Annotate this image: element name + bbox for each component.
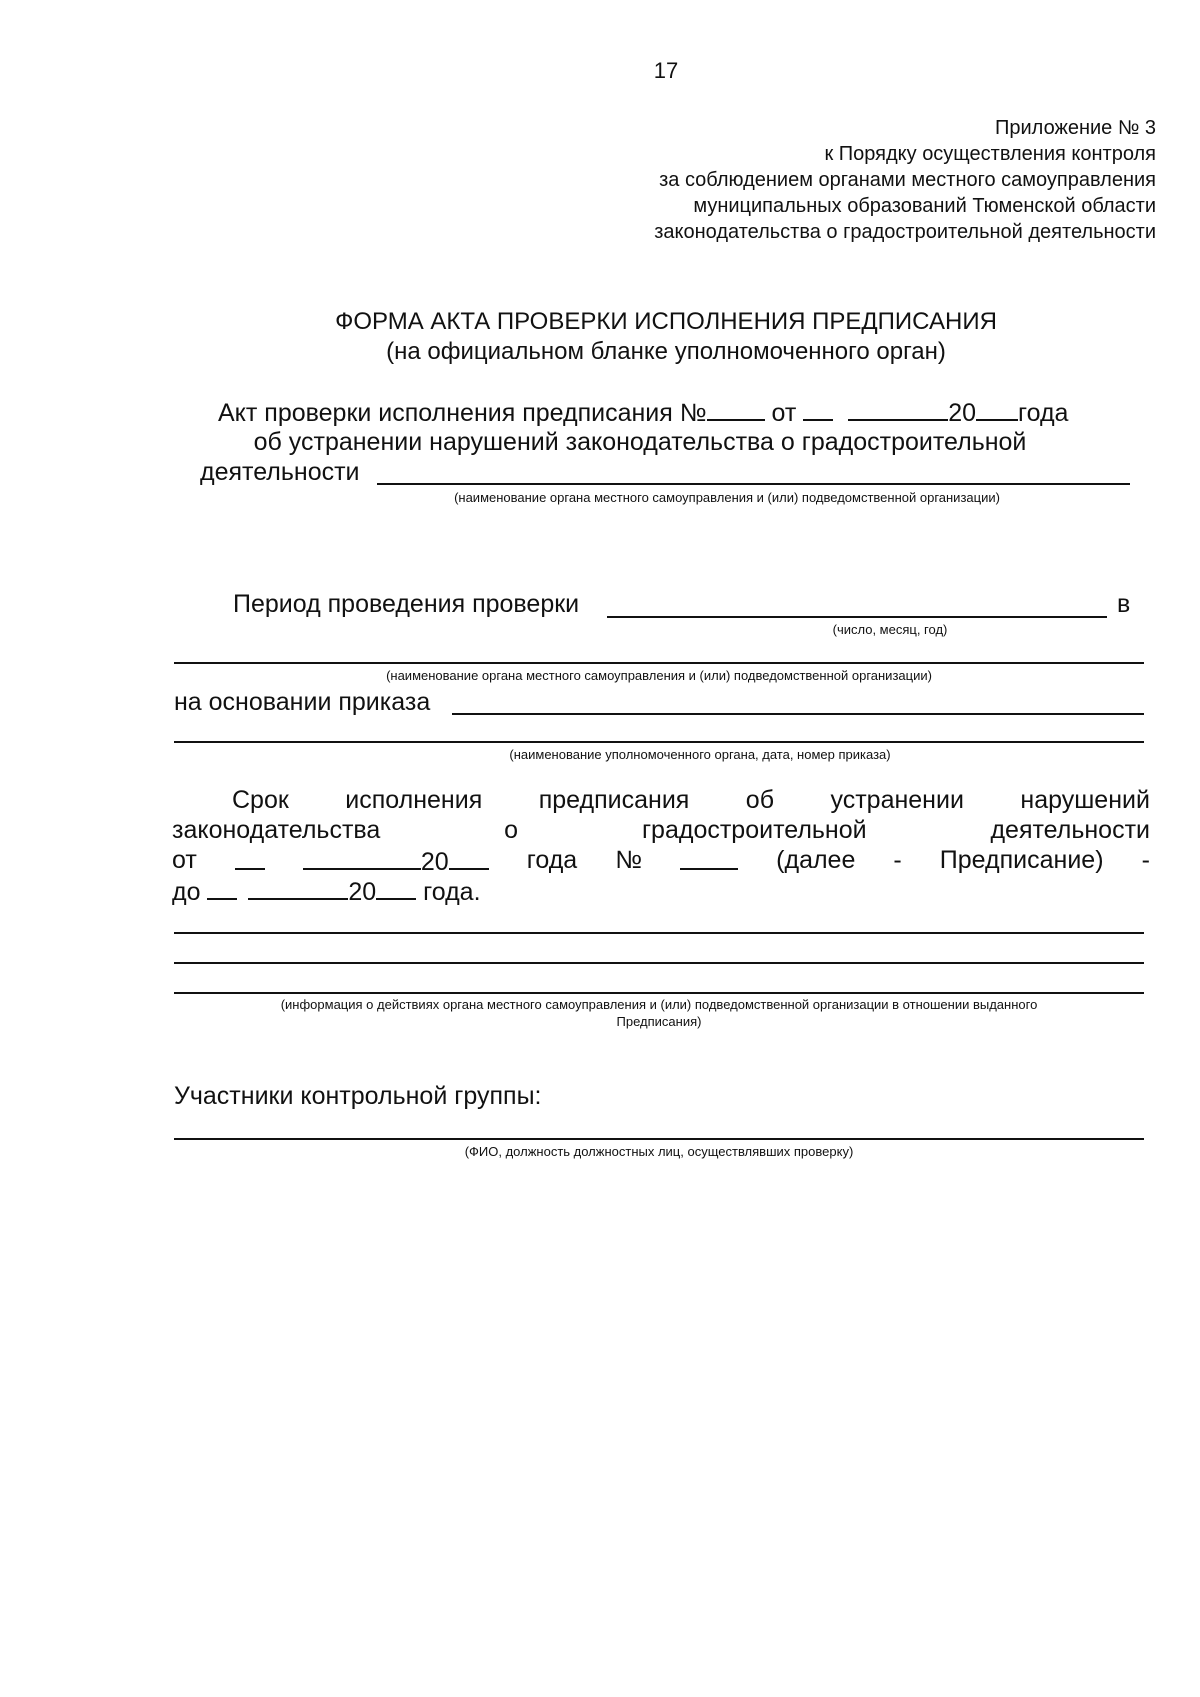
appendix-line: законодательства о градостроительной деятельности: [654, 221, 1156, 243]
act-day-blank[interactable]: [803, 397, 833, 421]
word: 20: [420, 848, 449, 876]
word: предписания: [538, 786, 690, 814]
actions-caption-line2: Предписания): [616, 1014, 702, 1029]
actions-line-1[interactable]: [174, 932, 1144, 934]
order-caption: (наименование уполномоченного органа, дата, номер приказа): [509, 747, 891, 762]
deadline-to-year-blank[interactable]: [376, 876, 416, 900]
act-year-suffix: года: [1018, 399, 1069, 427]
deadline-day-blank[interactable]: [235, 846, 265, 870]
word: об: [745, 786, 775, 814]
word: от: [172, 846, 197, 874]
appendix-line: к Порядку осуществления контроля: [824, 143, 1156, 165]
word: 20: [348, 878, 377, 906]
participants-line[interactable]: [174, 1138, 1144, 1140]
deadline-row-2: [172, 816, 1150, 845]
period-date-line[interactable]: [607, 616, 1107, 618]
word: года.: [423, 878, 481, 906]
act-year-blank[interactable]: [976, 397, 1018, 421]
word: градостроительной: [641, 816, 867, 844]
word: деятельности: [990, 816, 1150, 844]
deadline-row-3: [172, 846, 1150, 877]
appendix-line: за соблюдением органами местного самоуправления: [659, 169, 1156, 191]
participants-label: Участники контрольной группы:: [174, 1082, 542, 1110]
period-org-line[interactable]: [174, 662, 1144, 664]
deadline-to-month-blank[interactable]: [248, 876, 348, 900]
word: до: [172, 878, 201, 906]
act-year-prefix: 20: [948, 399, 977, 427]
deadline-to-day-blank[interactable]: [207, 876, 237, 900]
act-org-line[interactable]: [377, 483, 1130, 485]
word: (далее: [776, 846, 856, 874]
appendix-line: Приложение № 3: [995, 117, 1156, 139]
appendix-header: [456, 115, 1156, 245]
deadline-number-blank[interactable]: [680, 846, 738, 870]
period-suffix: в: [1117, 590, 1131, 618]
word: законодательства: [172, 816, 381, 844]
word: устранении: [830, 786, 964, 814]
act-heading-line1: [218, 397, 1068, 428]
actions-line-2[interactable]: [174, 962, 1144, 964]
act-heading-line2: об устранении нарушений законодательства о градостроительной: [253, 428, 1027, 456]
word: Предписание): [939, 846, 1104, 874]
page-number: 17: [653, 58, 679, 83]
period-org-caption: (наименование органа местного самоуправления и (или) подведомственной организации): [386, 668, 932, 683]
act-month-blank[interactable]: [848, 397, 948, 421]
word: -: [893, 846, 902, 874]
deadline-row-1: [232, 786, 1150, 815]
deadline-year-blank[interactable]: [449, 846, 489, 870]
word: нарушений: [1020, 786, 1150, 814]
order-label: на основании приказа: [174, 688, 431, 716]
word: -: [1141, 846, 1150, 874]
form-title: ФОРМА АКТА ПРОВЕРКИ ИСПОЛНЕНИЯ ПРЕДПИСАНИЯ: [335, 308, 997, 335]
period-date-caption: (число, месяц, год): [832, 622, 948, 637]
participants-caption: (ФИО, должность должностных лиц, осуществлявших проверку): [464, 1144, 854, 1159]
act-number-label: Акт проверки исполнения предписания №: [218, 399, 707, 427]
word: года: [526, 846, 578, 874]
actions-line-3[interactable]: [174, 992, 1144, 994]
actions-caption-line1: (информация о действиях органа местного самоуправления и (или) подведомственной организации в отношении выданного: [280, 997, 1038, 1012]
order-line-2[interactable]: [174, 741, 1144, 743]
act-org-caption: (наименование органа местного самоуправления и (или) подведомственной организации): [454, 490, 1000, 505]
act-heading-line3: деятельности: [200, 458, 360, 486]
act-from-label: от: [771, 399, 797, 427]
word: исполнения: [345, 786, 483, 814]
order-line-1[interactable]: [452, 713, 1144, 715]
deadline-row-4: [172, 876, 481, 907]
word: №: [615, 846, 643, 874]
appendix-line: муниципальных образований Тюменской области: [693, 195, 1156, 217]
form-subtitle: (на официальном бланке уполномоченного орган): [386, 338, 946, 365]
deadline-month-blank[interactable]: [303, 846, 421, 870]
word: о: [504, 816, 519, 844]
period-label: Период проведения проверки: [233, 590, 580, 618]
word: Срок: [232, 786, 289, 814]
act-number-blank[interactable]: [707, 397, 765, 421]
